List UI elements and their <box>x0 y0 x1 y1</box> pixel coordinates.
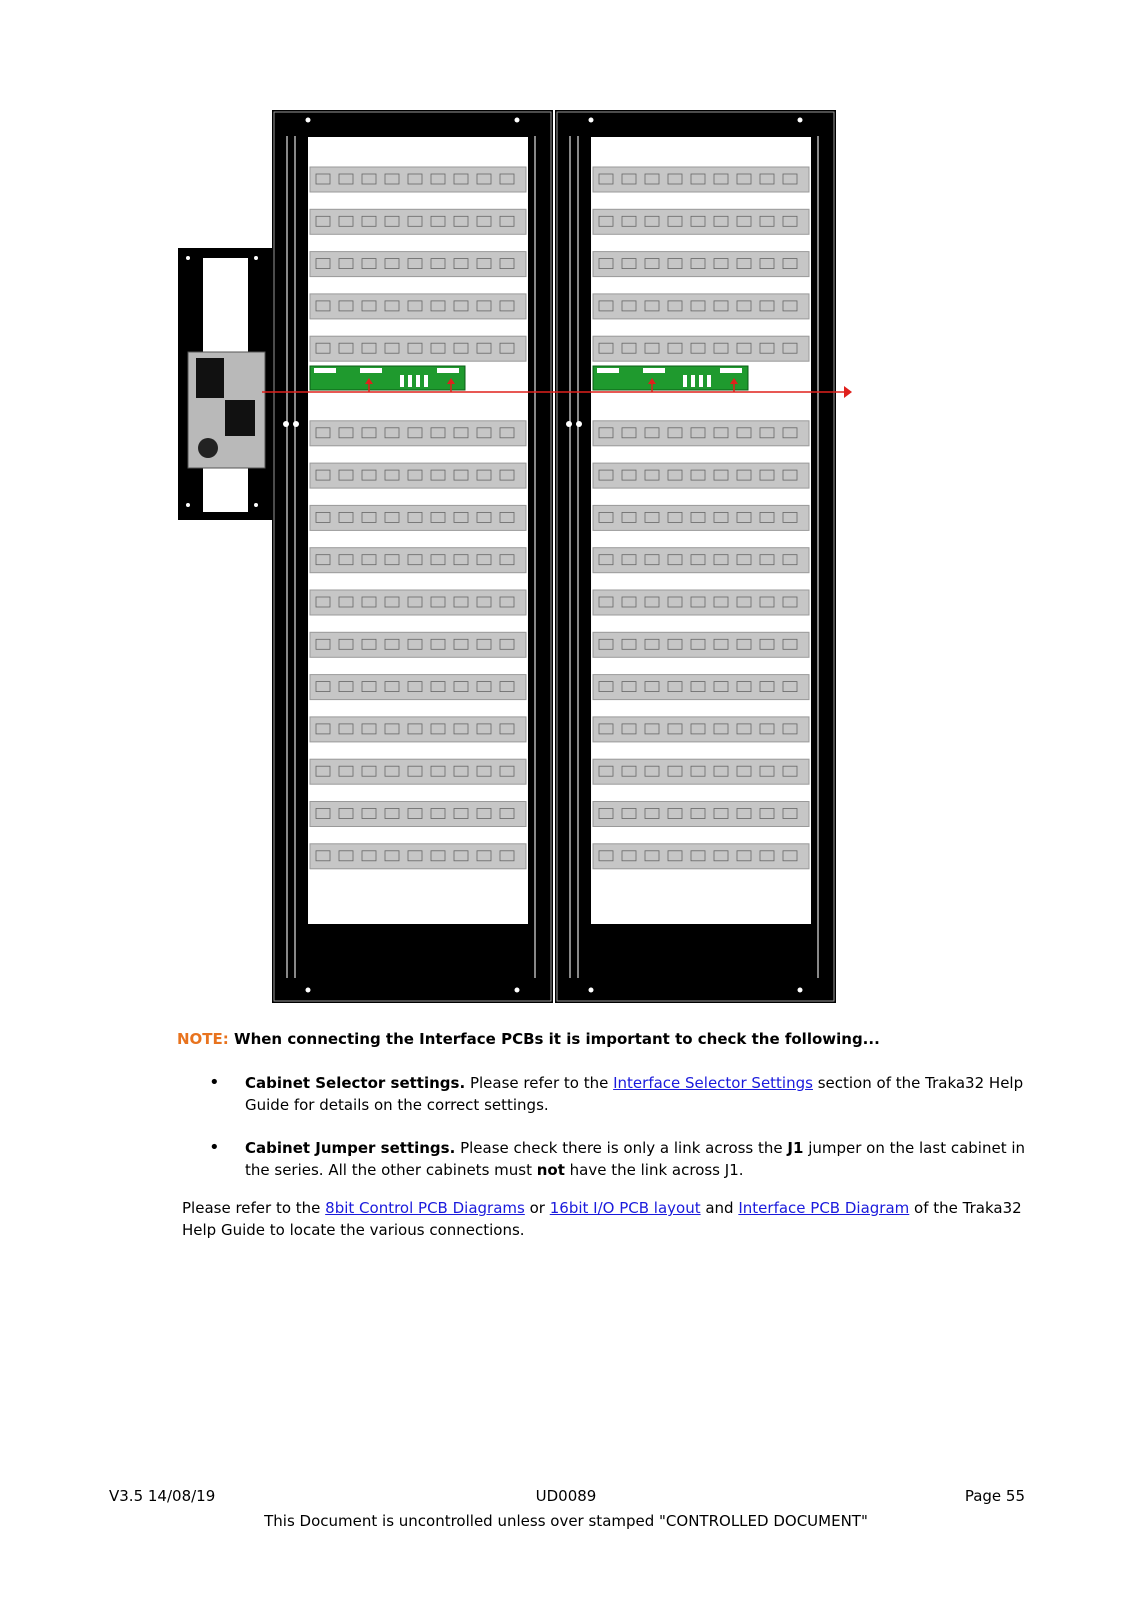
footer-page-number: Page 55 <box>964 1487 1025 1505</box>
key-strip <box>310 294 526 319</box>
pcb-jumper <box>691 375 695 387</box>
key-strip <box>593 336 809 361</box>
pcb-connector <box>437 368 459 373</box>
pcb-jumper <box>707 375 711 387</box>
port-icon <box>293 421 299 427</box>
key-strip <box>310 632 526 657</box>
bullet-icon: • <box>209 1137 220 1158</box>
key-strip <box>593 294 809 319</box>
key-strip <box>593 844 809 869</box>
cabinet-left <box>272 110 553 1003</box>
pcb-jumper <box>424 375 428 387</box>
key-strip <box>310 717 526 742</box>
key-strip <box>593 505 809 530</box>
para-text: and <box>700 1199 739 1217</box>
bullet-text: section of the Traka32 Help Guide for details on the correct settings. <box>245 1074 1024 1114</box>
interface-pcb-diagram-link[interactable]: Interface PCB Diagram <box>738 1199 910 1217</box>
settings-list <box>177 1072 1037 1202</box>
para-text: of the Traka32 Help Guide to locate the various connections. <box>182 1199 1022 1239</box>
arrow-right-icon <box>844 386 852 398</box>
16bit-io-pcb-link[interactable]: 16bit I/O PCB layout <box>549 1199 701 1217</box>
bullet-text: have the link across J1. <box>564 1161 744 1179</box>
port-icon <box>576 421 582 427</box>
screw-icon <box>589 988 594 993</box>
key-strip <box>310 463 526 488</box>
jumper-id: J1 <box>787 1139 804 1157</box>
pcb-jumper <box>699 375 703 387</box>
pcb-connector <box>314 368 336 373</box>
key-strip <box>310 844 526 869</box>
bullet-text: jumper on the last cabinet in the series. All the other cabinets must <box>245 1139 1026 1179</box>
bullet-text: Please check there is only a link across the <box>455 1139 788 1157</box>
note-text: When connecting the Interface PCBs it is important to check the following... <box>234 1030 880 1048</box>
screw-icon <box>515 988 520 993</box>
footer-disclaimer: This Document is uncontrolled unless over stamped "CONTROLLED DOCUMENT" <box>264 1512 868 1530</box>
bullet-text: Please refer to the <box>465 1074 614 1092</box>
rail <box>569 136 571 978</box>
para-text: or <box>524 1199 550 1217</box>
bullet-heading: Cabinet Jumper settings. <box>245 1139 456 1157</box>
pcb-connector <box>360 368 382 373</box>
key-strip <box>593 463 809 488</box>
footer-doc-id: UD0089 <box>535 1487 597 1505</box>
key-strip <box>310 505 526 530</box>
note <box>177 1030 1037 1048</box>
pcb-connector <box>597 368 619 373</box>
key-strip <box>310 548 526 573</box>
emphasis: not <box>536 1161 565 1179</box>
rail <box>534 136 536 978</box>
pcb-connector <box>643 368 665 373</box>
reference-paragraph <box>182 1197 1032 1241</box>
bullet-icon: • <box>209 1072 220 1093</box>
rail <box>577 136 579 978</box>
control-box <box>178 248 274 520</box>
key-strip <box>593 759 809 784</box>
rail <box>817 136 819 978</box>
key-strip <box>593 802 809 827</box>
screw-icon <box>306 988 311 993</box>
cabinet-base <box>591 924 811 978</box>
rail <box>286 136 288 978</box>
key-strip <box>310 675 526 700</box>
pcb-jumper <box>400 375 404 387</box>
key-strip <box>593 421 809 446</box>
key-strip <box>593 209 809 234</box>
list-item <box>177 1137 1037 1181</box>
pcb-jumper <box>416 375 420 387</box>
list-item <box>177 1072 1037 1116</box>
key-strip <box>593 590 809 615</box>
port-icon <box>566 421 572 427</box>
cabinet-right <box>555 110 836 1003</box>
key-strip <box>310 209 526 234</box>
key-strip <box>593 632 809 657</box>
8bit-control-pcb-link[interactable]: 8bit Control PCB Diagrams <box>325 1199 525 1217</box>
pcb-connector <box>720 368 742 373</box>
port-icon <box>283 421 289 427</box>
rail <box>294 136 296 978</box>
screw-icon <box>798 118 803 123</box>
pcb-jumper <box>683 375 687 387</box>
key-strip <box>310 802 526 827</box>
key-strip <box>593 252 809 277</box>
interface-selector-settings-link[interactable]: Interface Selector Settings <box>613 1074 813 1092</box>
key-strip <box>593 548 809 573</box>
cabinet-base <box>308 924 528 978</box>
screw-icon <box>306 118 311 123</box>
screw-icon <box>515 118 520 123</box>
key-strip <box>593 167 809 192</box>
key-strip <box>593 675 809 700</box>
bullet-heading: Cabinet Selector settings. <box>245 1074 466 1092</box>
screw-icon <box>798 988 803 993</box>
note-label: NOTE: <box>177 1030 229 1048</box>
key-strip <box>593 717 809 742</box>
key-strip <box>310 421 526 446</box>
screw-icon <box>589 118 594 123</box>
key-strip <box>310 590 526 615</box>
para-text: Please refer to the <box>182 1199 326 1217</box>
key-strip <box>310 336 526 361</box>
pcb-jumper <box>408 375 412 387</box>
key-strip <box>310 167 526 192</box>
footer-version: V3.5 14/08/19 <box>109 1487 216 1505</box>
key-strip <box>310 759 526 784</box>
key-strip <box>310 252 526 277</box>
